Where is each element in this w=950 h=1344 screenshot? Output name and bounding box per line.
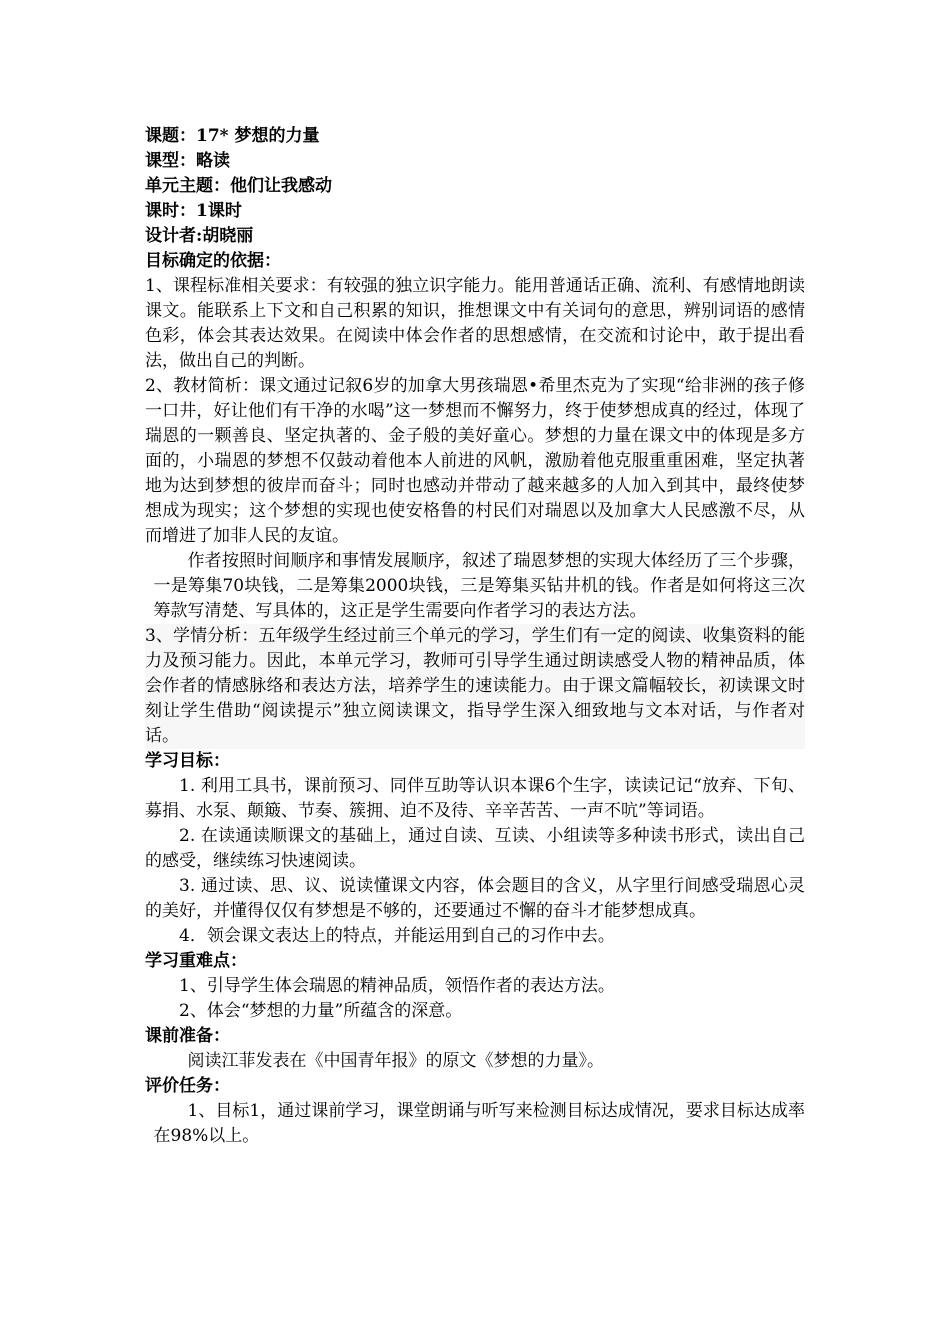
basis-author-structure: 作者按照时间顺序和事情发展顺序，叙述了瑞恩梦想的实现大体经历了三个步骤，一是筹集70块钱，二是筹集2000块钱，三是筹集买钻井机的钱。作者是如何将这三次筹款写清楚、写具体的，这正是学生需要向作者学习的表达方法。 — [153, 551, 805, 621]
difficulty-1: 1、引导学生体会瑞恩的精神品质，领悟作者的表达方法。 — [179, 976, 615, 996]
basis-heading: 目标确定的依据： — [145, 251, 281, 271]
basis-curriculum-standard: 1、课程标准相关要求：有较强的独立识字能力。能用普通话正确、流利、有感情地朗读课文。能联系上下文和自己积累的知识，推想课文中有关词句的意思，辨别词语的感情色彩，体会其表达效果。在阅读中体会作者的思想感情，在交流和讨论中，敢于提出看法，做出自己的判断。 — [145, 276, 805, 371]
goal-4: 4．领会课文表达上的特点，并能运用到自己的习作中去。 — [179, 926, 615, 946]
prep-item: 阅读江菲发表在《中国青年报》的原文《梦想的力量》。 — [187, 1051, 604, 1071]
designer: 设计者:胡晓丽 — [145, 226, 254, 246]
goal-1: 1. 利用工具书，课前预习、同伴互助等认识本课6个生字，读读记记“放弃、下旬、募捐、水泵、颠簸、节奏、簇拥、迫不及待、辛辛苦苦、一声不吭”等词语。 — [145, 776, 805, 821]
lesson-hours: 课时：1课时 — [145, 201, 242, 221]
prep-heading: 课前准备： — [145, 1026, 230, 1046]
goals-heading: 学习目标： — [145, 751, 230, 771]
document-page — [145, 124, 805, 1149]
goal-3: 3. 通过读、思、议、说读懂课文内容，体会题目的含义，从字里行间感受瑞恩心灵的美好，并懂得仅仅有梦想是不够的，还要通过不懈的奋斗才能梦想成真。 — [145, 876, 805, 921]
assessment-item-1: 1、目标1，通过课前学习，课堂朗诵与听写来检测目标达成情况，要求目标达成率在98%以上。 — [153, 1101, 805, 1146]
basis-textbook-analysis: 2、教材简析：课文通过记叙6岁的加拿大男孩瑞恩•希里杰克为了实现“给非洲的孩子修一口井，好让他们有干净的水喝”这一梦想而不懈努力，终于使梦想成真的经过，体现了瑞恩的一颗善良、坚定执著的、金子般的美好童心。梦想的力量在课文中的体现是多方面的，小瑞恩的梦想不仅鼓动着他本人前进的风帆，激励着他克服重重困难，坚定执著地为达到梦想的彼岸而奋斗；同时也感动并带动了越来越多的人加入到其中，最终使梦想成为现实；这个梦想的实现也使安格鲁的村民们对瑞恩以及加拿大人民感激不尽，从而增进了加非人民的友谊。 — [145, 376, 805, 546]
basis-student-analysis: 3、学情分析：五年级学生经过前三个单元的学习，学生们有一定的阅读、收集资料的能力及预习能力。因此，本单元学习，教师可引导学生通过朗读感受人物的精神品质，体会作者的情感脉络和表达方法，培养学生的速读能力。由于课文篇幅较长，初读课文时刻让学生借助“阅读提示”独立阅读课文，指导学生深入细致地与文本对话，与作者对话。 — [145, 624, 805, 749]
difficulties-heading: 学习重难点： — [145, 951, 247, 971]
difficulty-2: 2、体会“梦想的力量”所蕴含的深意。 — [179, 1001, 463, 1021]
unit-theme: 单元主题：他们让我感动 — [145, 176, 332, 196]
lesson-type: 课型：略读 — [145, 151, 230, 171]
goal-2: 2. 在读通读顺课文的基础上，通过自读、互读、小组读等多种读书形式，读出自己的感受，继续练习快速阅读。 — [145, 826, 805, 871]
lesson-title: 课题：17* 梦想的力量 — [145, 126, 320, 146]
assessment-heading: 评价任务： — [145, 1076, 230, 1096]
